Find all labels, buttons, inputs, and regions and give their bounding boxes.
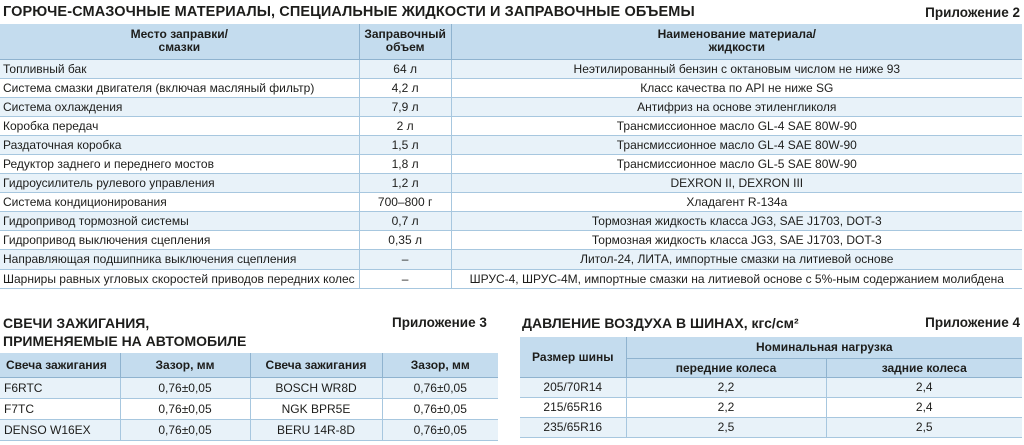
cell-material: Трансмиссионное масло GL-5 SAE 80W-90: [451, 154, 1022, 173]
tires-header-row-1: [520, 337, 1022, 358]
cell-volume: 4,2 л: [359, 78, 451, 97]
fuels-header-row: [0, 24, 1022, 59]
cell-plug: NGK BPR5E: [250, 398, 382, 419]
header-plug-2: Свеча зажигания: [250, 353, 382, 377]
cell-material: Трансмиссионное масло GL-4 SAE 80W-90: [451, 116, 1022, 135]
table-row: [0, 231, 1022, 250]
cell-volume: –: [359, 250, 451, 269]
table-row: [0, 193, 1022, 212]
header-volume-line1: Заправочный: [364, 27, 446, 42]
cell-place: Редуктор заднего и переднего мостов: [0, 154, 359, 173]
cell-material: DEXRON II, DEXRON III: [451, 174, 1022, 193]
appendix-3-label: Приложение 3: [392, 315, 487, 330]
cell-gap: 0,76±0,05: [120, 419, 250, 440]
cell-rear-pressure: 2,5: [826, 417, 1022, 437]
cell-volume: 1,2 л: [359, 174, 451, 193]
cell-front-pressure: 2,2: [626, 377, 826, 397]
cell-place: Система охлаждения: [0, 97, 359, 116]
cell-material: Трансмиссионное масло GL-4 SAE 80W-90: [451, 135, 1022, 154]
cell-place: Гидроусилитель рулевого управления: [0, 174, 359, 193]
header-tire-size: Размер шины: [520, 337, 626, 377]
header-place-line2: смазки: [158, 40, 201, 55]
header-gap-2: Зазор, мм: [382, 353, 498, 377]
fuels-table: [0, 24, 1022, 289]
table-row: [0, 419, 498, 440]
plugs-title: [3, 314, 246, 350]
header-plug-1: Свеча зажигания: [0, 353, 120, 377]
header-gap-1: Зазор, мм: [120, 353, 250, 377]
cell-place: Гидропривод выключения сцепления: [0, 231, 359, 250]
cell-volume: 2 л: [359, 116, 451, 135]
cell-front-pressure: 2,2: [626, 397, 826, 417]
table-row: [0, 250, 1022, 269]
cell-place: Коробка передач: [0, 116, 359, 135]
cell-rear-pressure: 2,4: [826, 377, 1022, 397]
cell-tire-size: 215/65R16: [520, 397, 626, 417]
table-row: [0, 398, 498, 419]
cell-plug: BOSCH WR8D: [250, 377, 382, 398]
cell-gap: 0,76±0,05: [120, 377, 250, 398]
plugs-title-line2: ПРИМЕНЯЕМЫЕ НА АВТОМОБИЛЕ: [3, 333, 247, 349]
cell-place: Гидропривод тормозной системы: [0, 212, 359, 231]
cell-place: Система смазки двигателя (включая масляный фильтр): [0, 78, 359, 97]
cell-front-pressure: 2,5: [626, 417, 826, 437]
header-volume-line2: объем: [385, 40, 425, 55]
cell-volume: –: [359, 269, 451, 288]
table-row: [0, 212, 1022, 231]
table-row: [520, 377, 1022, 397]
appendix-2-label: Приложение 2: [925, 5, 1020, 20]
header-material: [451, 24, 1022, 59]
plugs-table: [0, 353, 498, 441]
cell-place: Раздаточная коробка: [0, 135, 359, 154]
cell-tire-size: 205/70R14: [520, 377, 626, 397]
cell-plug: F7TC: [0, 398, 120, 419]
table-row: [520, 397, 1022, 417]
cell-material: Тормозная жидкость класса JG3, SAE J1703, DOT-3: [451, 212, 1022, 231]
cell-volume: 700–800 г: [359, 193, 451, 212]
table-row: [0, 97, 1022, 116]
cell-place: Система кондиционирования: [0, 193, 359, 212]
cell-tire-size: 235/65R16: [520, 417, 626, 437]
cell-plug: DENSO W16EX: [0, 419, 120, 440]
table-row: [0, 78, 1022, 97]
table-row: [0, 135, 1022, 154]
cell-gap: 0,76±0,05: [382, 419, 498, 440]
table-row: [0, 154, 1022, 173]
header-rear-wheels: задние колеса: [826, 358, 1022, 377]
table-row: [0, 116, 1022, 135]
cell-place: Топливный бак: [0, 59, 359, 78]
header-front-wheels: передние колеса: [626, 358, 826, 377]
header-nominal-load: Номинальная нагрузка: [626, 337, 1022, 358]
cell-rear-pressure: 2,4: [826, 397, 1022, 417]
fuels-title: ГОРЮЧЕ-СМАЗОЧНЫЕ МАТЕРИАЛЫ, СПЕЦИАЛЬНЫЕ ЖИДКОСТИ И ЗАПРАВОЧНЫЕ ОБЪЕМЫ: [3, 4, 695, 20]
cell-material: Неэтилированный бензин с октановым числом не ниже 93: [451, 59, 1022, 78]
cell-material: Антифриз на основе этиленгликоля: [451, 97, 1022, 116]
cell-gap: 0,76±0,05: [382, 377, 498, 398]
cell-volume: 7,9 л: [359, 97, 451, 116]
cell-plug: BERU 14R-8D: [250, 419, 382, 440]
header-volume: [359, 24, 451, 59]
table-row: [0, 269, 1022, 288]
header-place-line1: Место заправки/: [130, 27, 229, 42]
header-material-line2: жидкости: [708, 40, 766, 55]
cell-volume: 64 л: [359, 59, 451, 78]
cell-gap: 0,76±0,05: [120, 398, 250, 419]
cell-place: Направляющая подшипника выключения сцепления: [0, 250, 359, 269]
header-place: [0, 24, 359, 59]
cell-material: Хладагент R-134a: [451, 193, 1022, 212]
tires-table: [520, 337, 1022, 438]
cell-material: ШРУС-4, ШРУС-4М, импортные смазки на литиевой основе с 5%-ным содержанием молибдена: [451, 269, 1022, 288]
cell-gap: 0,76±0,05: [382, 398, 498, 419]
table-row: [0, 59, 1022, 78]
table-row: [0, 174, 1022, 193]
table-row: [0, 377, 498, 398]
appendix-4-label: Приложение 4: [925, 315, 1020, 330]
cell-volume: 1,5 л: [359, 135, 451, 154]
cell-material: Литол-24, ЛИТА, импортные смазки на литиевой основе: [451, 250, 1022, 269]
cell-place: Шарниры равных угловых скоростей приводов передних колес: [0, 269, 359, 288]
plugs-title-line1: СВЕЧИ ЗАЖИГАНИЯ,: [3, 315, 150, 331]
cell-plug: F6RTC: [0, 377, 120, 398]
cell-material: Тормозная жидкость класса JG3, SAE J1703, DOT-3: [451, 231, 1022, 250]
table-row: [520, 417, 1022, 437]
cell-volume: 1,8 л: [359, 154, 451, 173]
tires-title: ДАВЛЕНИЕ ВОЗДУХА В ШИНАХ, кгс/см²: [522, 315, 799, 331]
header-material-line1: Наименование материала/: [657, 27, 816, 42]
plugs-header-row: [0, 353, 498, 377]
cell-volume: 0,7 л: [359, 212, 451, 231]
cell-volume: 0,35 л: [359, 231, 451, 250]
cell-material: Класс качества по API не ниже SG: [451, 78, 1022, 97]
